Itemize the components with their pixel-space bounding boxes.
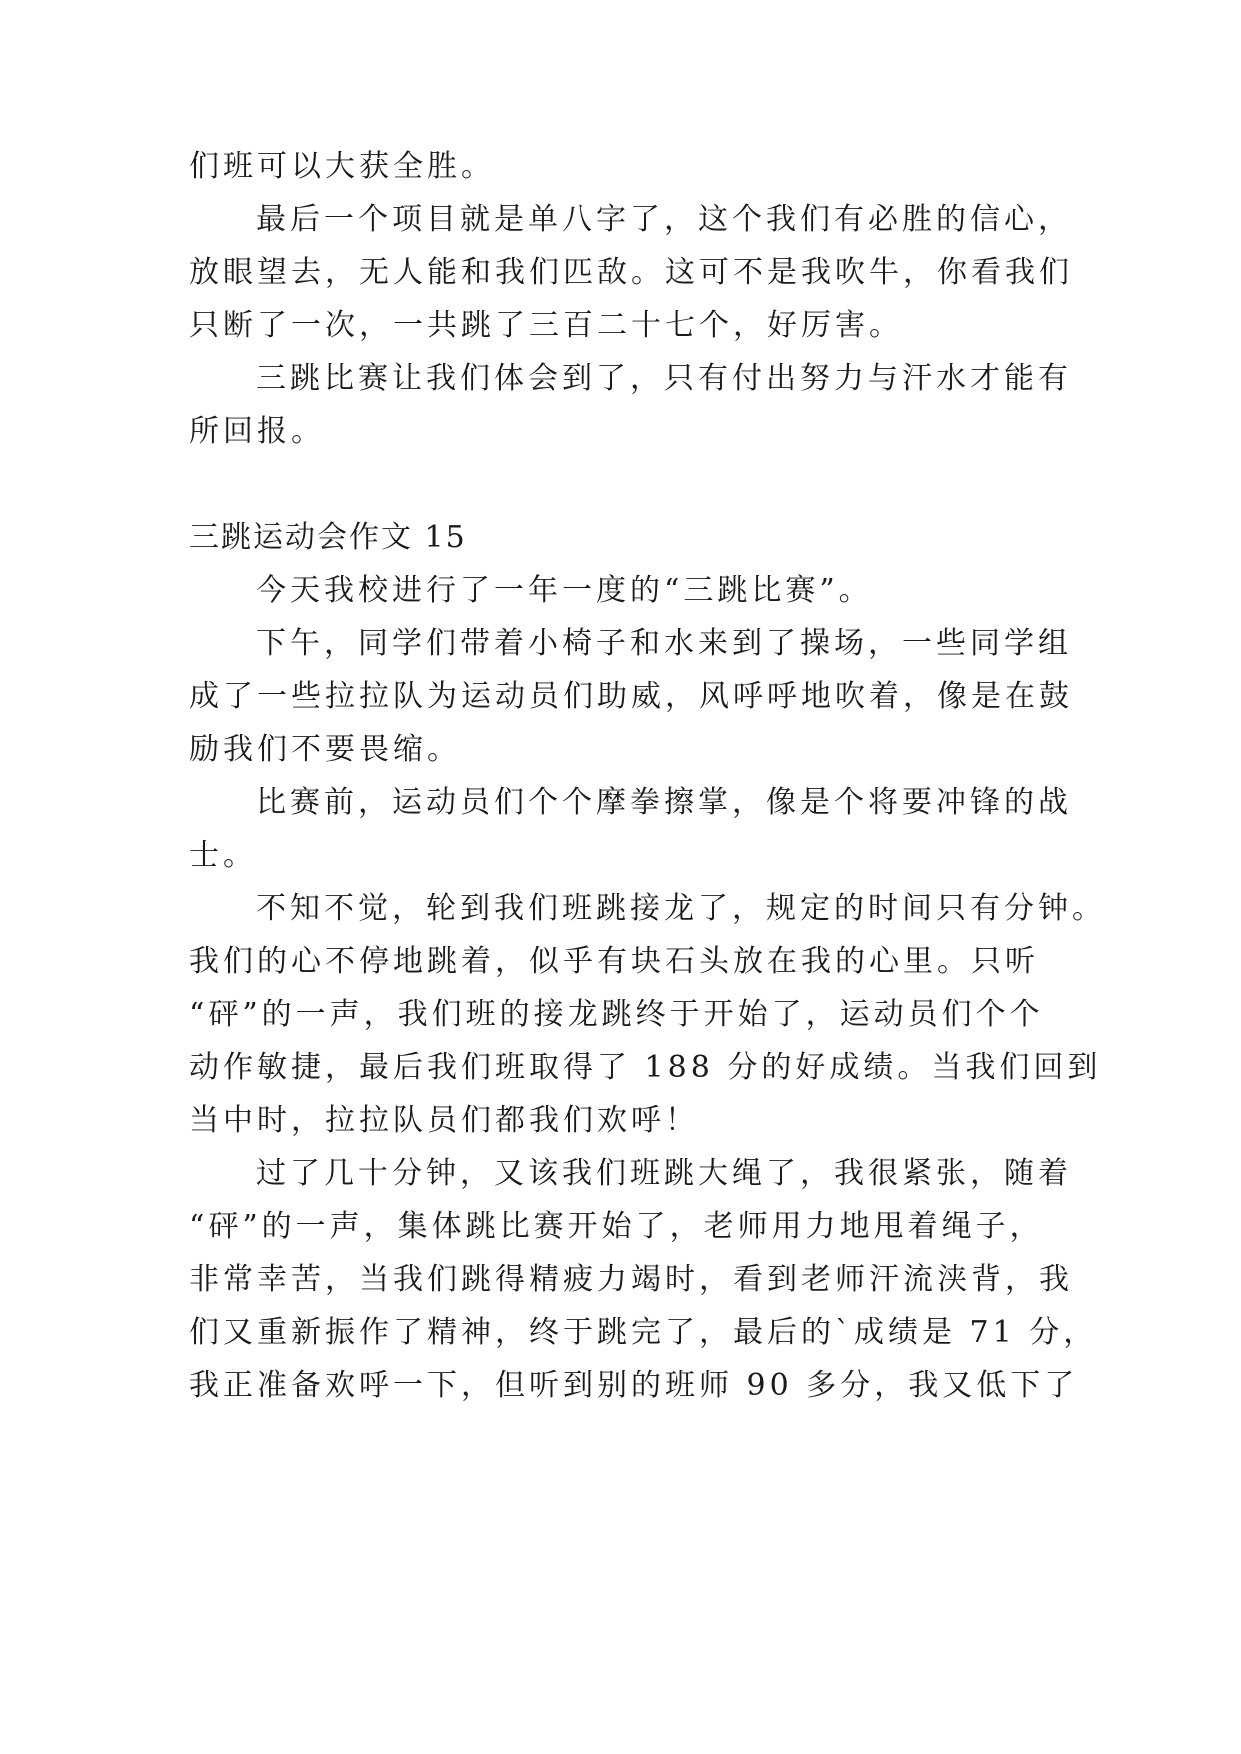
paragraph-start: 不知不觉，轮到我们班跳接龙了，规定的时间只有分钟。 [256, 891, 1106, 926]
section-title: 三跳运动会作文 15 [189, 520, 467, 555]
text-line: 非常幸苦，当我们跳得精疲力竭时，看到老师汗流浃背，我 [189, 1262, 1073, 1297]
text-line: 放眼望去，无人能和我们匹敌。这可不是我吹牛，你看我们 [189, 255, 1073, 290]
text-line: 成了一些拉拉队为运动员们助威，风呼呼地吹着，像是在鼓 [189, 679, 1073, 714]
paragraph-start: 三跳比赛让我们体会到了，只有付出努力与汗水才能有 [256, 361, 1072, 396]
paragraph-start: 过了几十分钟，又该我们班跳大绳了，我很紧张，随着 [256, 1156, 1072, 1191]
text-line: 我们的心不停地跳着，似乎有块石头放在我的心里。只听 [189, 944, 1039, 979]
paragraph-start: 下午，同学们带着小椅子和水来到了操场，一些同学组 [256, 626, 1072, 661]
paragraph-start: 今天我校进行了一年一度的“三跳比赛”。 [256, 573, 873, 608]
text-line: “砰”的一声，集体跳比赛开始了，老师用力地甩着绳子， [189, 1209, 1044, 1244]
paragraph-start: 最后一个项目就是单八字了，这个我们有必胜的信心， [256, 202, 1072, 237]
text-line: 动作敏捷，最后我们班取得了 188 分的好成绩。当我们回到 [189, 1050, 1102, 1085]
text-line: 们又重新振作了精神，终于跳完了，最后的`成绩是 71 分， [189, 1315, 1098, 1350]
text-line: 士。 [189, 838, 257, 873]
paragraph-start: 比赛前，运动员们个个摩拳擦掌，像是个将要冲锋的战 [256, 785, 1072, 820]
text-line: 所回报。 [189, 414, 325, 449]
text-line: 我正准备欢呼一下，但听到别的班师 90 多分，我又低下了 [189, 1368, 1079, 1403]
text-line: 只断了一次，一共跳了三百二十七个，好厉害。 [189, 308, 903, 343]
text-line: 们班可以大获全胜。 [189, 149, 495, 184]
text-line: 当中时，拉拉队员们都我们欢呼！ [189, 1103, 699, 1138]
text-line: 励我们不要畏缩。 [189, 732, 461, 767]
text-line: “砰”的一声，我们班的接龙跳终于开始了，运动员们个个 [189, 997, 1044, 1032]
